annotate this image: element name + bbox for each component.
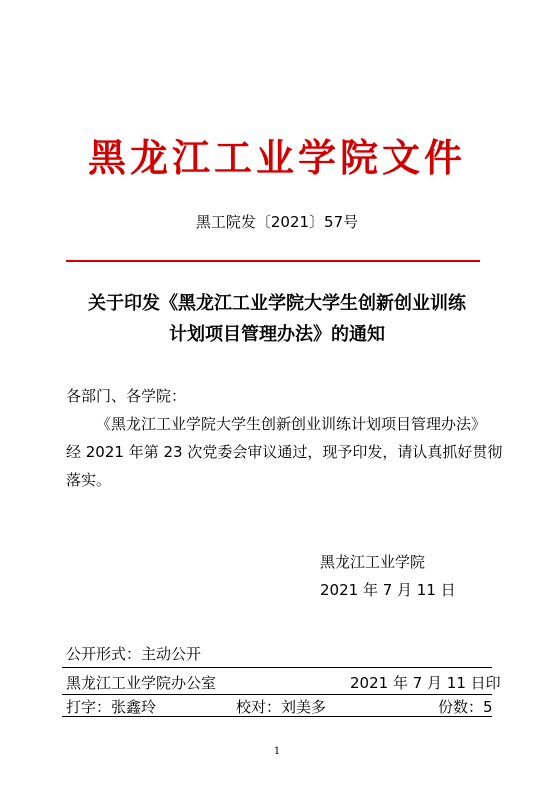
- issuing-office: 黑龙江工业学院办公室: [66, 674, 217, 692]
- footer-rule: [62, 716, 492, 717]
- body-paragraph-line: 经 2021 年第 23 次党委会审议通过，现予印发，请认真抓好贯彻: [66, 443, 503, 461]
- notice-title-line-2: 计划项目管理办法》的通知: [169, 324, 385, 345]
- page-number: 1: [273, 746, 281, 757]
- body-paragraph-line: 落实。: [66, 471, 112, 489]
- footer-rule: [62, 694, 492, 695]
- notice-title-line-1: 关于印发《黑龙江工业学院大学生创新创业训练: [88, 293, 466, 314]
- print-date: 2021 年 7 月 11 日印: [350, 674, 501, 692]
- body-paragraph-line: 《黑龙江工业学院大学生创新创业训练计划项目管理办法》: [96, 415, 487, 433]
- signature-signer: 黑龙江工业学院: [320, 553, 426, 571]
- proofreader: 校对：刘美多: [236, 698, 327, 716]
- signature-date: 2021 年 7 月 11 日: [320, 581, 456, 599]
- footer-rule: [62, 667, 492, 668]
- typist: 打字：张鑫玲: [66, 698, 157, 716]
- document-header-title: 黑龙江工业学院文件: [87, 135, 466, 180]
- copies-count: 份数：5: [438, 698, 493, 716]
- salutation: 各部门、各学院：: [66, 387, 187, 405]
- header-red-rule: [66, 260, 480, 262]
- document-number: 黑工院发〔2021〕57号: [195, 213, 359, 231]
- disclosure-form: 公开形式：主动公开: [66, 645, 202, 663]
